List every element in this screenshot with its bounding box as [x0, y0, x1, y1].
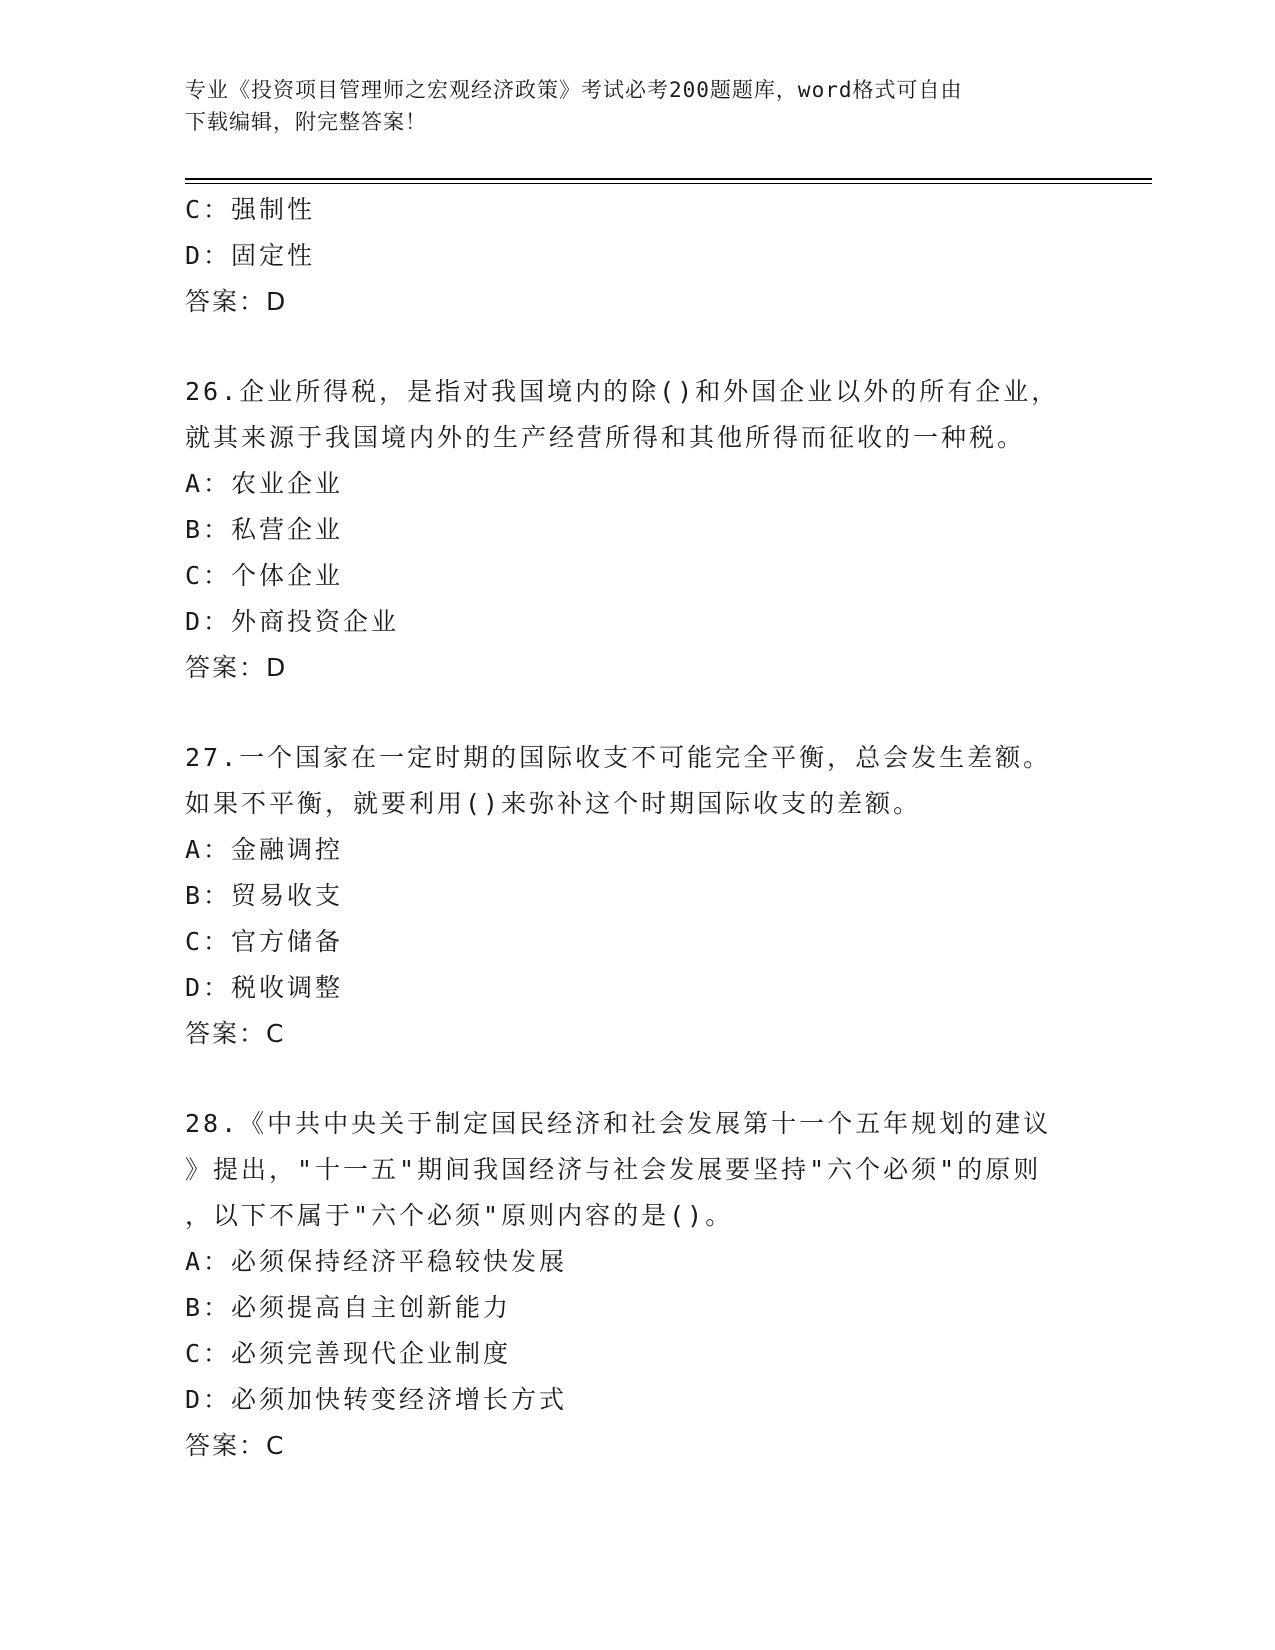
spacer: [185, 691, 1085, 735]
question-text-line-1: 27.一个国家在一定时期的国际收支不可能完全平衡，总会发生差额。: [185, 743, 1052, 772]
header-rule-thick: [185, 178, 1152, 180]
header-line-2: 下载编辑，附完整答案！: [185, 110, 427, 134]
option-d: D：外商投资企业: [185, 607, 400, 636]
option-c: C：强制性: [185, 195, 316, 224]
question-list: [185, 187, 1085, 1469]
option-c: C：官方储备: [185, 927, 344, 956]
question-28: [185, 1101, 1085, 1469]
question-text-line-2: 就其来源于我国境内外的生产经营所得和其他所得而征收的一种税。: [185, 423, 1026, 452]
question-26: [185, 369, 1085, 691]
document-header: [185, 74, 1085, 138]
option-a: A：金融调控: [185, 835, 344, 864]
question-text-line-2: 如果不平衡，就要利用()来弥补这个时期国际收支的差额。: [185, 789, 922, 818]
question-text-line-1: 28.《中共中央关于制定国民经济和社会发展第十一个五年规划的建议: [185, 1109, 1052, 1138]
header-rule-thin: [185, 183, 1152, 184]
answer-line: 答案：D: [185, 653, 288, 682]
answer-line: 答案：C: [185, 1019, 286, 1048]
option-d: D：固定性: [185, 241, 316, 270]
option-b: B：必须提高自主创新能力: [185, 1293, 512, 1322]
option-a: A：必须保持经济平稳较快发展: [185, 1247, 568, 1276]
question-text-line-2: 》提出，"十一五"期间我国经济与社会发展要坚持"六个必须"的原则: [185, 1155, 1042, 1184]
question-25-tail: [185, 187, 1085, 325]
spacer: [185, 1057, 1085, 1101]
spacer: [185, 325, 1085, 369]
option-a: A：农业企业: [185, 469, 344, 498]
option-c: C：必须完善现代企业制度: [185, 1339, 512, 1368]
option-b: B：私营企业: [185, 515, 344, 544]
header-line-1: 专业《投资项目管理师之宏观经济政策》考试必考200题题库，word格式可自由: [185, 78, 963, 102]
answer-line: 答案：C: [185, 1431, 286, 1460]
option-d: D：必须加快转变经济增长方式: [185, 1385, 568, 1414]
question-text-line-3: ，以下不属于"六个必须"原则内容的是()。: [185, 1201, 734, 1230]
question-27: [185, 735, 1085, 1057]
option-b: B：贸易收支: [185, 881, 344, 910]
option-d: D：税收调整: [185, 973, 344, 1002]
answer-line: 答案：D: [185, 287, 288, 316]
question-text-line-1: 26.企业所得税，是指对我国境内的除()和外国企业以外的所有企业，: [185, 377, 1060, 406]
option-c: C：个体企业: [185, 561, 344, 590]
